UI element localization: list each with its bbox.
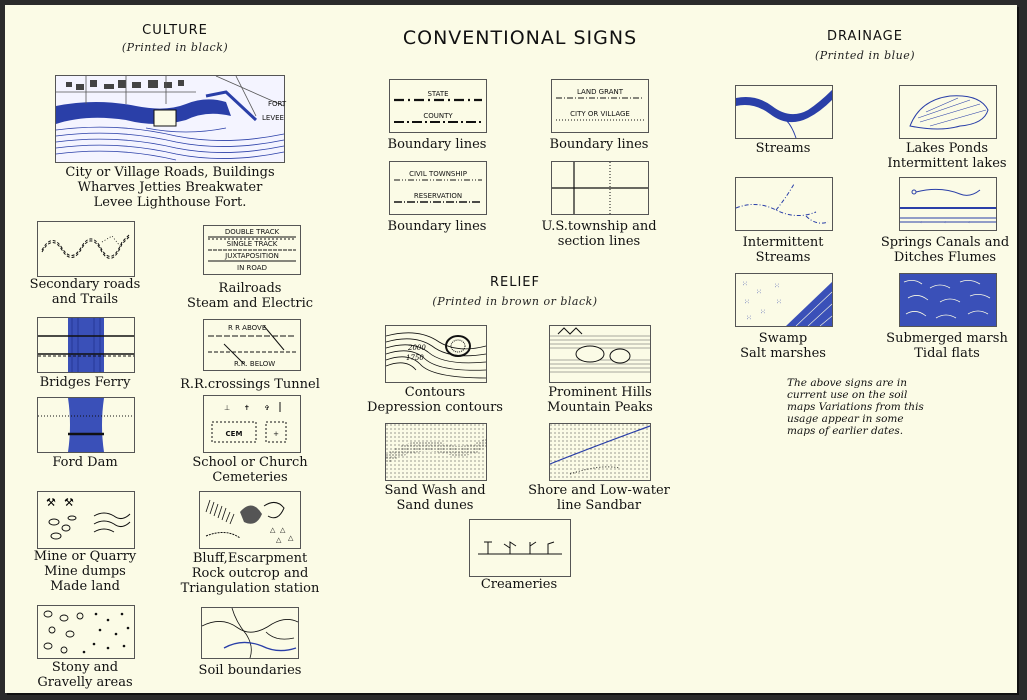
shore-sandbar-symbol bbox=[549, 423, 651, 481]
rr-crossings-symbol bbox=[203, 319, 301, 371]
boundary-label-3: Boundary lines bbox=[387, 219, 487, 234]
township-section-label: U.S.township and section lines bbox=[541, 219, 657, 249]
cem-text: CEM bbox=[225, 430, 243, 438]
svg-text:+: + bbox=[273, 430, 279, 438]
rr-above-text: R R ABOVE bbox=[228, 324, 267, 332]
shore-sandbar-label: Shore and Low-water line Sandbar bbox=[528, 483, 670, 513]
secondary-roads-label: Secondary roads and Trails bbox=[29, 277, 141, 307]
page-title: CONVENTIONAL SIGNS bbox=[402, 27, 638, 49]
svg-text:⁙: ⁙ bbox=[742, 280, 748, 288]
svg-text:△: △ bbox=[270, 526, 276, 534]
svg-text:✝: ✝ bbox=[244, 404, 250, 412]
svg-text:⁙: ⁙ bbox=[744, 298, 750, 306]
boundary-label-1: Boundary lines bbox=[387, 137, 487, 152]
hills-peaks-symbol bbox=[549, 325, 651, 383]
civil-township-text: CIVIL TOWNSHIP bbox=[409, 170, 467, 178]
svg-text:←: ← bbox=[944, 219, 950, 226]
rr-crossings-label: R.R.crossings Tunnel bbox=[180, 377, 320, 392]
submerged-marsh-symbol bbox=[899, 273, 997, 327]
rail-in-road: IN ROAD bbox=[237, 264, 267, 272]
drainage-heading: DRAINAGE bbox=[827, 29, 903, 44]
rail-double-track: DOUBLE TRACK bbox=[224, 228, 280, 236]
svg-text:⚒: ⚒ bbox=[64, 496, 74, 509]
svg-text:✞: ✞ bbox=[264, 404, 270, 412]
lakes-ponds-label: Lakes Ponds Intermittent lakes bbox=[887, 141, 1007, 171]
streams-label: Streams bbox=[755, 141, 811, 156]
school-church-symbol bbox=[203, 395, 301, 453]
ford-dam-symbol bbox=[37, 397, 135, 453]
intermittent-streams-symbol bbox=[735, 177, 833, 231]
svg-text:LEVEE: LEVEE bbox=[262, 114, 284, 122]
school-church-label: School or Church Cemeteries bbox=[192, 455, 308, 485]
springs-canals-symbol bbox=[899, 177, 997, 231]
creameries-label: Creameries bbox=[480, 577, 558, 592]
land-grant-text: LAND GRANT bbox=[576, 88, 624, 96]
railroads-label: Railroads Steam and Electric bbox=[186, 281, 314, 311]
stony-label: Stony and Gravelly areas bbox=[37, 660, 133, 690]
bluff-symbol bbox=[199, 491, 301, 549]
railroads-symbol bbox=[203, 225, 301, 275]
svg-text:⁙: ⁙ bbox=[756, 288, 762, 296]
city-village-text: CITY OR VILLAGE bbox=[570, 110, 630, 118]
mine-quarry-symbol bbox=[37, 491, 135, 549]
contour-2000: 2000 bbox=[408, 344, 426, 352]
township-section-symbol bbox=[551, 161, 649, 215]
svg-text:⁙: ⁙ bbox=[774, 282, 780, 290]
county-text: COUNTY bbox=[423, 112, 453, 120]
boundary-state-county-symbol bbox=[389, 79, 487, 133]
svg-text:△: △ bbox=[280, 526, 286, 534]
mine-quarry-label: Mine or Quarry Mine dumps Made land bbox=[33, 549, 137, 594]
soil-boundaries-label: Soil boundaries bbox=[198, 663, 302, 678]
map-legend-sheet bbox=[5, 5, 1017, 693]
bluff-label: Bluff,Escarpment Rock outcrop and Triangulation station bbox=[180, 551, 320, 596]
rail-single-track: SINGLE TRACK bbox=[226, 240, 278, 248]
svg-text:⁙: ⁙ bbox=[760, 308, 766, 316]
svg-text:△: △ bbox=[288, 534, 294, 542]
svg-text:⊥: ⊥ bbox=[224, 404, 231, 412]
lakes-ponds-symbol bbox=[899, 85, 997, 139]
drainage-subheading: (Printed in blue) bbox=[814, 49, 916, 62]
state-text: STATE bbox=[427, 90, 449, 98]
secondary-roads-symbol bbox=[37, 221, 135, 277]
creameries-symbol bbox=[469, 519, 571, 577]
svg-text:⁙: ⁙ bbox=[776, 298, 782, 306]
svg-text:⁙: ⁙ bbox=[746, 314, 752, 322]
springs-canals-label: Springs Canals and Ditches Flumes bbox=[880, 235, 1010, 265]
svg-text:←: ← bbox=[920, 219, 926, 226]
hills-peaks-label: Prominent Hills Mountain Peaks bbox=[547, 385, 653, 415]
city-symbol bbox=[55, 75, 285, 163]
svg-text:FORT: FORT bbox=[268, 100, 287, 108]
sand-wash-label: Sand Wash and Sand dunes bbox=[384, 483, 486, 513]
soil-boundaries-symbol bbox=[201, 607, 299, 659]
ford-dam-label: Ford Dam bbox=[52, 455, 118, 470]
stony-gravelly-symbol bbox=[37, 605, 135, 659]
boundary-township-reservation-symbol bbox=[389, 161, 487, 215]
rail-juxtaposition: JUXTAPOSITION bbox=[225, 252, 279, 260]
bridges-symbol bbox=[37, 317, 135, 373]
svg-text:⚒: ⚒ bbox=[46, 496, 56, 509]
usage-note: The above signs are in current use on the soil maps Variations from this usage appear in some maps of earlier dates. bbox=[787, 377, 924, 437]
svg-text:←: ← bbox=[968, 219, 974, 226]
streams-symbol bbox=[735, 85, 833, 139]
culture-heading: CULTURE bbox=[142, 23, 208, 38]
rr-below-text: R.R. BELOW bbox=[234, 360, 276, 368]
bridges-label: Bridges Ferry bbox=[39, 375, 131, 390]
sand-wash-symbol bbox=[385, 423, 487, 481]
contour-1750: 1750 bbox=[406, 354, 424, 362]
svg-text:△: △ bbox=[276, 536, 282, 544]
boundary-land-grant-symbol bbox=[551, 79, 649, 133]
culture-subheading: (Printed in black) bbox=[121, 41, 229, 54]
contours-symbol bbox=[385, 325, 487, 383]
contours-label: Contours Depression contours bbox=[367, 385, 503, 415]
reservation-text: RESERVATION bbox=[413, 192, 463, 200]
relief-subheading: (Printed in brown or black) bbox=[432, 295, 598, 308]
submerged-marsh-label: Submerged marsh Tidal flats bbox=[886, 331, 1008, 361]
swamp-label: Swamp Salt marshes bbox=[740, 331, 826, 361]
relief-heading: RELIEF bbox=[489, 275, 540, 290]
boundary-label-2: Boundary lines bbox=[549, 137, 649, 152]
swamp-symbol bbox=[735, 273, 833, 327]
intermittent-streams-label: Intermittent Streams bbox=[742, 235, 824, 265]
city-label: City or Village Roads, Buildings Wharves Jetties Breakwater Levee Lighthouse Fort. bbox=[65, 165, 275, 210]
